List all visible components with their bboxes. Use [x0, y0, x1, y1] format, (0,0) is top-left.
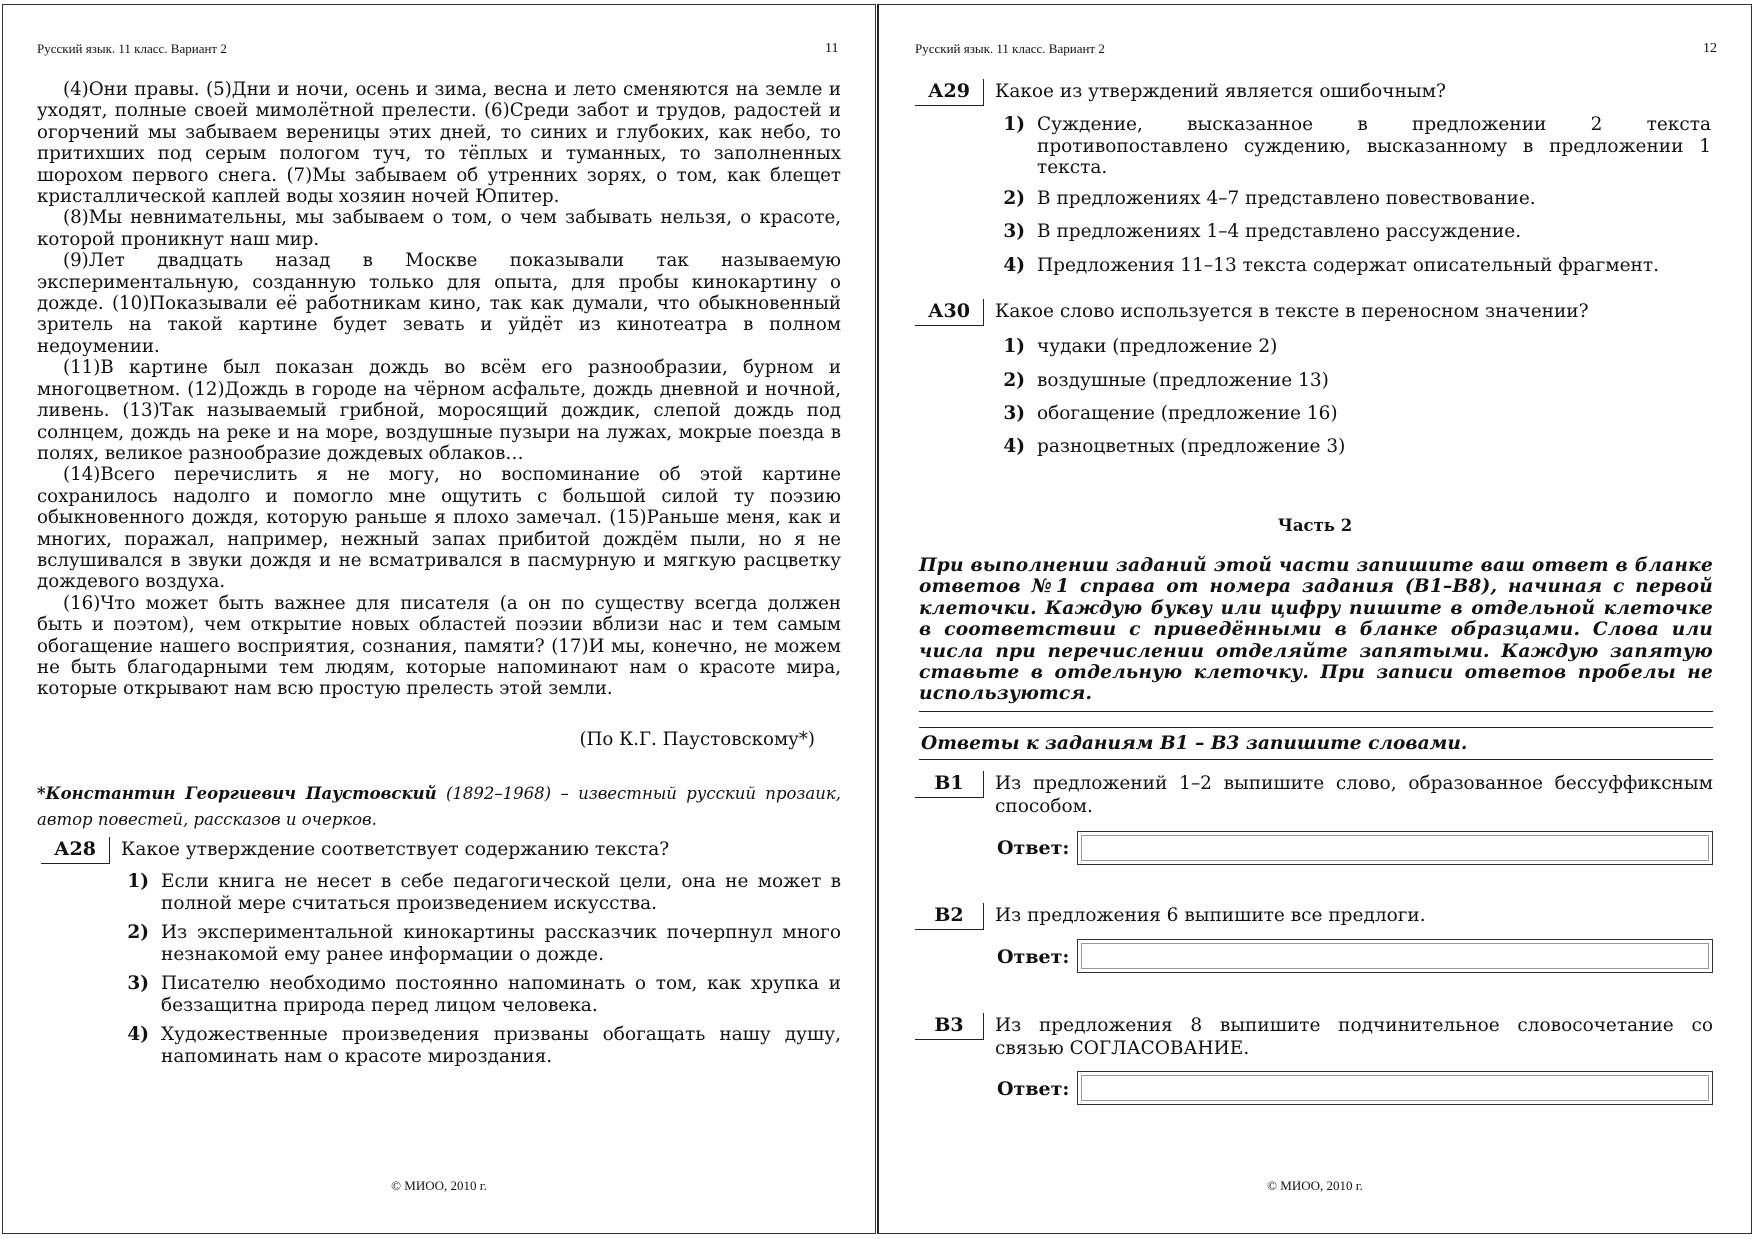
task-question: Из предложения 6 выпишите все предлоги. — [995, 905, 1426, 926]
task-question: Из предложения 8 выпишите подчинительное словосочетание со связью СОГЛАСОВАНИЕ. — [995, 1015, 1713, 1059]
page-footer: © МИОО, 2010 г. — [391, 1178, 487, 1193]
option-text: Суждение, высказанное в предложении 2 текста противопоставлено суждению, высказанному в предложении 1 текста. — [1037, 114, 1711, 178]
option-text: обогащение (предложение 16) — [1037, 403, 1338, 424]
answer-label: Ответ: — [997, 946, 1070, 968]
option-number: 2) — [1003, 188, 1025, 209]
task-label: А28 — [41, 837, 110, 864]
option-text: воздушные (предложение 13) — [1037, 370, 1329, 391]
option-text: чудаки (предложение 2) — [1037, 336, 1278, 357]
right-page — [877, 4, 1752, 1234]
text-paragraph: (8)Мы невнимательны, мы забываем о том, о чем забывать нельзя, о красоте, которой проникнут наш мир. — [37, 207, 841, 250]
task-label: А29 — [915, 79, 984, 106]
answer-field-b3[interactable] — [1077, 1071, 1713, 1105]
author-footnote — [37, 781, 841, 833]
text-paragraph: (11)В картине был показан дождь во всём его разнообразии, бурном и многоцветном. (12)Дождь в городе на чёрном асфальте, дождь дневной и ночной, ливень. (13)Так называемый грибной, моросящий дождик, слепой дождь под солнцем, дождь на реке и на море, воздушные пузыри на лужах, мокрые поезда в полях, великое разнообразие дождевых облаков… — [37, 357, 841, 464]
task-label: В1 — [915, 771, 984, 798]
task-label: В2 — [915, 903, 984, 930]
text-paragraph: (14)Всего перечислить я не могу, но воспоминание об этой картине сохранилось надолго и помогло мне ощутить с большой силой ту поэзию обыкновенного дождя, которую раньше я плохо замечал. (15)Раньше меня, как и многих, поражал, например, нежный запах прибитой дождём пыли, но я не вслушивался в звуки дождя и не всматривался в пасмурную и мягкую расцветку дождевого воздуха. — [37, 464, 841, 593]
footnote-author-name: *Константин Георгиевич Паустовский — [37, 784, 437, 803]
footnote-description: (1892–1968) – известный русский прозаик, автор повестей, рассказов и очерков. — [37, 784, 841, 829]
option-number: 4) — [1003, 436, 1025, 457]
page-number: 12 — [1703, 41, 1717, 56]
answer-label: Ответ: — [997, 1078, 1070, 1100]
option-number: 4) — [127, 1024, 149, 1045]
option-number: 3) — [127, 973, 149, 994]
page-footer: © МИОО, 2010 г. — [1267, 1178, 1363, 1193]
answer-field-b1[interactable] — [1077, 831, 1713, 865]
option-number: 1) — [127, 871, 149, 892]
part-2-title: Часть 2 — [1277, 516, 1353, 535]
answer-field-b2[interactable] — [1077, 939, 1713, 973]
option-number: 1) — [1003, 336, 1025, 357]
option-number: 2) — [127, 922, 149, 943]
text-source: (По К.Г. Паустовскому*) — [579, 729, 815, 750]
task-question: Какое утверждение соответствует содержанию текста? — [121, 839, 670, 860]
reading-text — [37, 79, 841, 700]
option-number: 4) — [1003, 255, 1025, 276]
task-question: Из предложений 1–2 выпишите слово, образованное бессуффиксным способом. — [995, 773, 1713, 817]
divider — [919, 727, 1713, 728]
page-number: 11 — [825, 41, 839, 56]
task-label: А30 — [915, 299, 984, 326]
task-question: Какое слово используется в тексте в переносном значении? — [995, 301, 1589, 322]
option-text: Художественные произведения призваны обогащать нашу душу, напоминать нам о красоте мироздания. — [161, 1024, 841, 1067]
option-text: Писателю необходимо постоянно напоминать о том, как хрупка и беззащитна природа перед лицом человека. — [161, 973, 841, 1016]
running-header: Русский язык. 11 класс. Вариант 2 — [37, 41, 227, 56]
answer-label: Ответ: — [997, 837, 1070, 859]
option-number: 3) — [1003, 221, 1025, 242]
left-page — [2, 4, 876, 1234]
option-number: 1) — [1003, 114, 1025, 135]
divider — [919, 759, 1713, 760]
option-text: Если книга не несет в себе педагогической цели, она не может в полной мере считаться произведением искусства. — [161, 871, 841, 914]
option-text: Предложения 11–13 текста содержат описательный фрагмент. — [1037, 255, 1659, 276]
option-text: В предложениях 1–4 представлено рассуждение. — [1037, 221, 1522, 242]
divider — [919, 711, 1713, 712]
text-paragraph: (9)Лет двадцать назад в Москве показывали так называемую экспериментальную, созданную только для опыта, для пробы кинокартину о дожде. (10)Показывали её работникам кино, так как думали, что обыкновенный зритель на такой картине будет зевать и уйдёт из кинотеатра в полном недоумении. — [37, 250, 841, 357]
text-paragraph: (16)Что может быть важнее для писателя (а он по существу всегда должен быть и поэтом), чем открытие новых областей поэзии вблизи нас и тем самым обогащение нашего восприятия, сознания, памяти? (17)И мы, конечно, не можем не быть благодарными тем людям, которые напоминают нам о красоте мира, которые открывают нам всю простую прелесть этой земли. — [37, 592, 841, 700]
text-paragraph: (4)Они правы. (5)Дни и ночи, осень и зима, весна и лето сменяются на земле и уходят, полные своей мимолётной прелести. (6)Среди забот и трудов, радостей и огорчений мы забываем вереницы этих дней, то синих и глубоких, как небо, то притихших под серым пологом туч, то тёплых и туманных, то заполненных шорохом первого снега. (7)Мы забываем об утренних зорях, о том, как блещет кристаллической каплей воды хозяин ночей Юпитер. — [37, 79, 841, 208]
option-number: 3) — [1003, 403, 1025, 424]
option-number: 2) — [1003, 370, 1025, 391]
b-tasks-instructions: Ответы к заданиям В1 – В3 запишите словами. — [921, 733, 1468, 754]
option-text: В предложениях 4–7 представлено повествование. — [1037, 188, 1536, 209]
option-text: разноцветных (предложение 3) — [1037, 436, 1346, 457]
task-question: Какое из утверждений является ошибочным? — [995, 81, 1446, 102]
running-header: Русский язык. 11 класс. Вариант 2 — [915, 41, 1105, 56]
part-2-instructions: При выполнении заданий этой части запишите ваш ответ в бланке ответов №1 справа от номера задания (В1–В8), начиная с первой клеточки. Каждую букву или цифру пишите в отдельной клеточке в соответствии с приведёнными в бланке образцами. Слова или числа при перечислении отделяйте запятыми. Каждую запятую ставьте в отдельную клеточку. При записи ответов пробелы не используются. — [919, 555, 1713, 705]
task-label: В3 — [915, 1013, 984, 1040]
option-text: Из экспериментальной кинокартины рассказчик почерпнул много незнакомой ему ранее информации о дожде. — [161, 922, 841, 965]
